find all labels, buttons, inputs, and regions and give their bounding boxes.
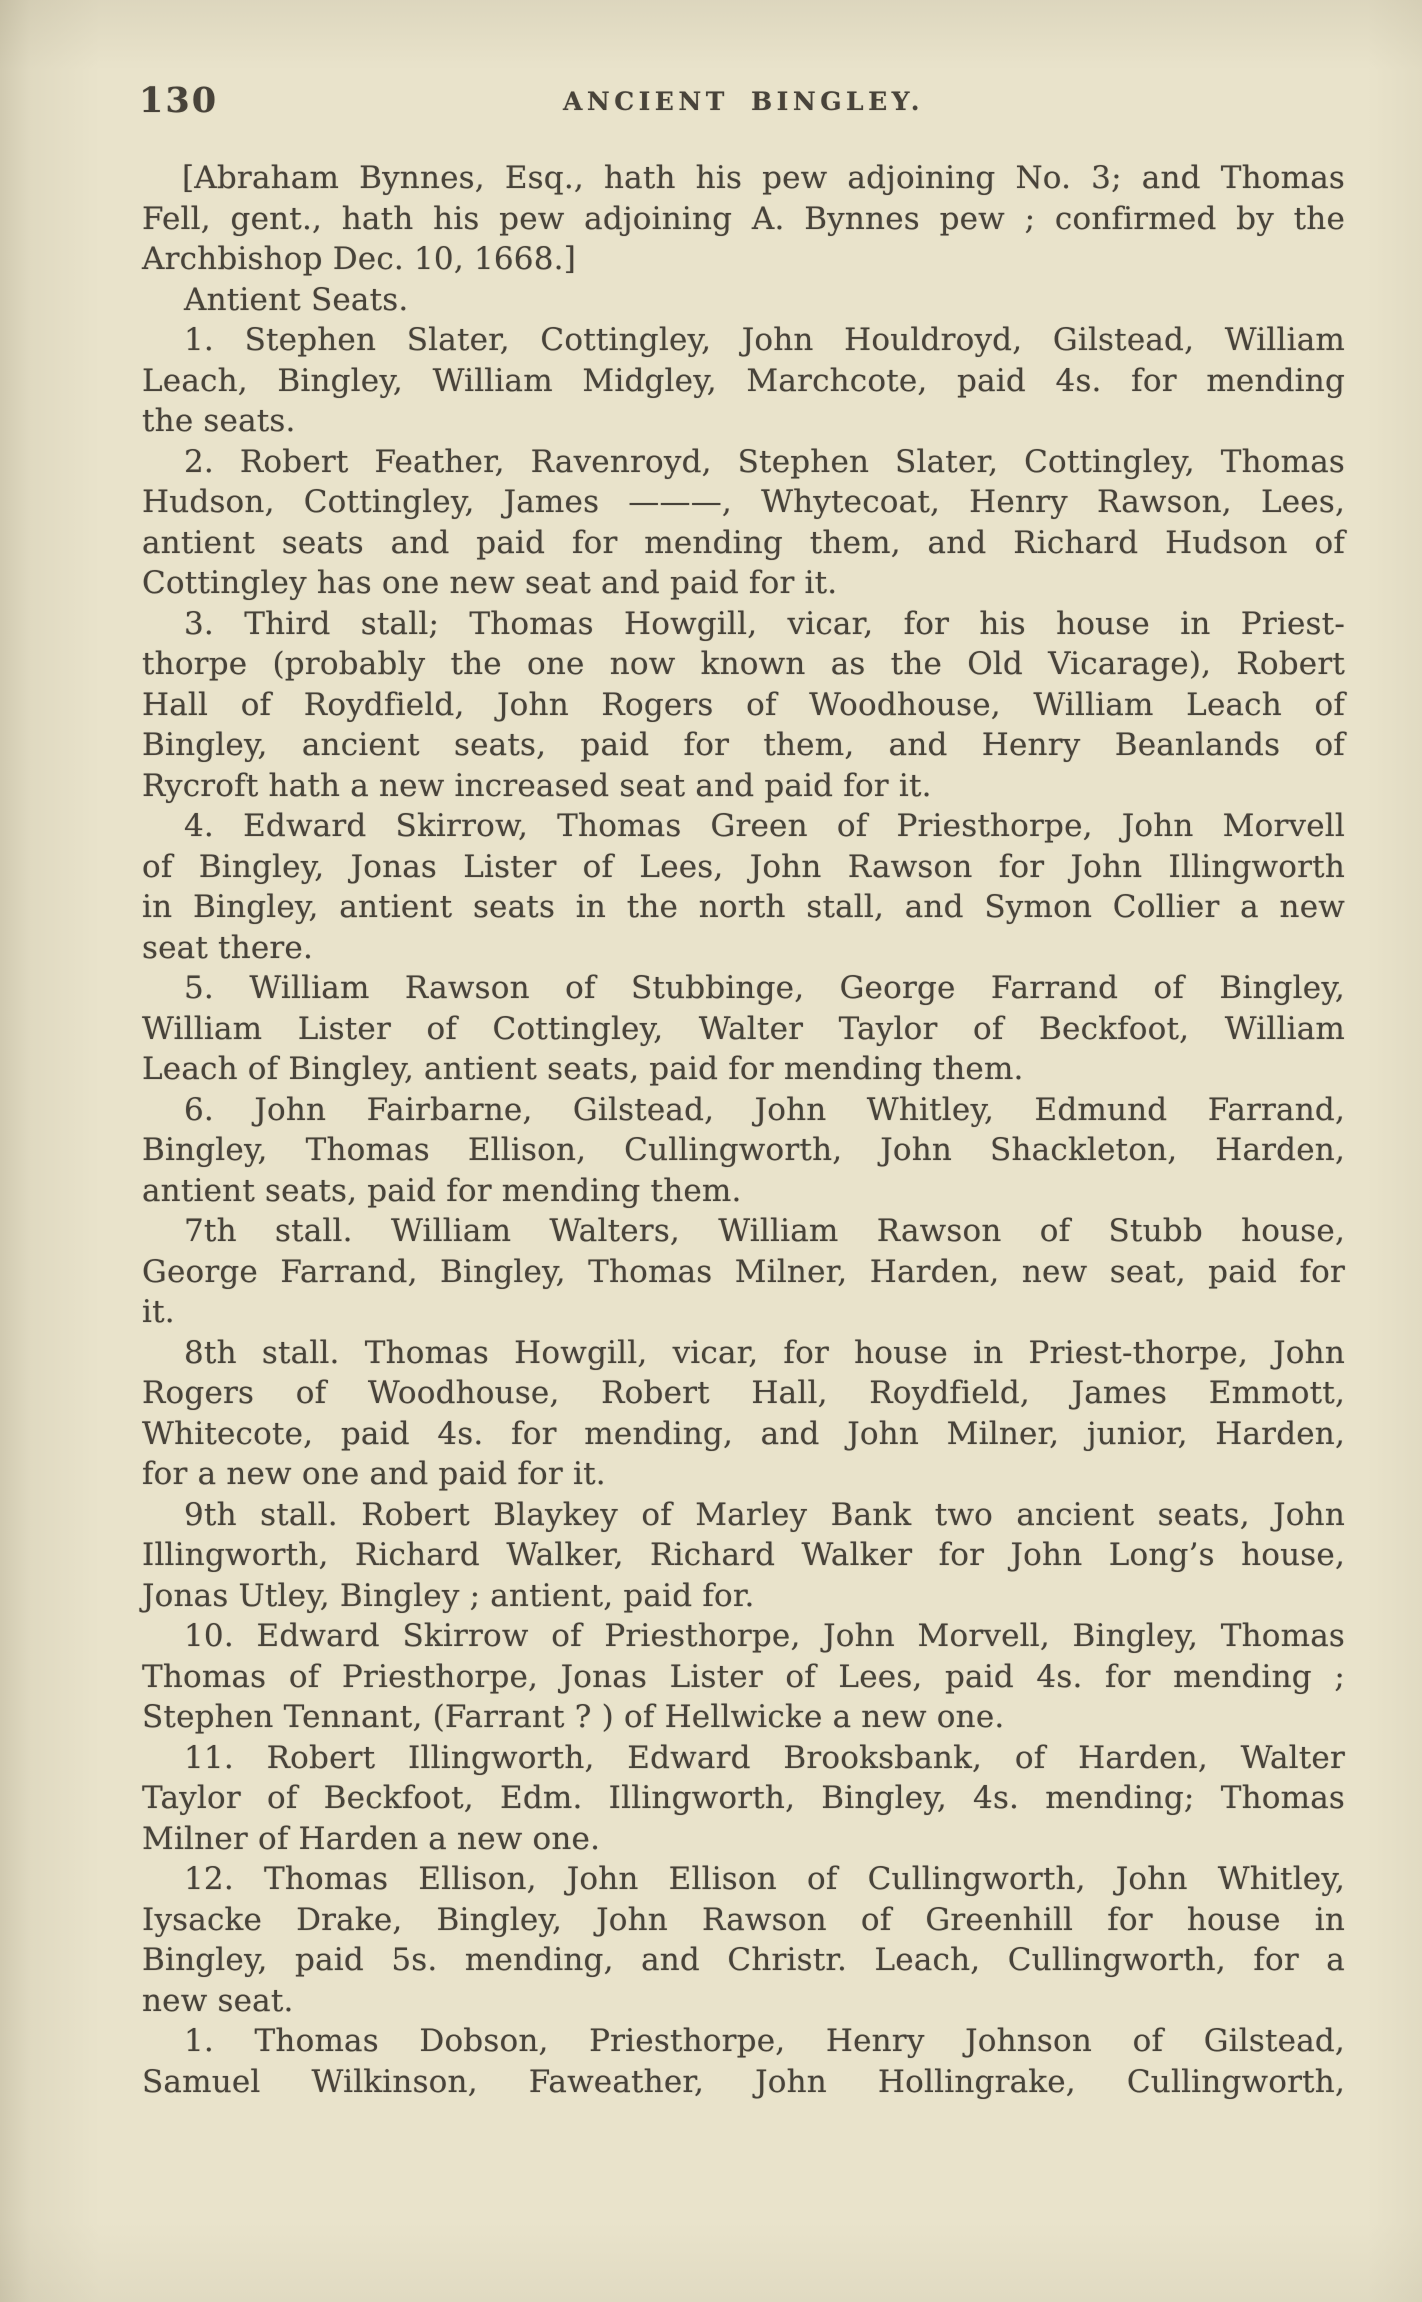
text-line: Bingley, Thomas Ellison, Cullingworth, John Shackleton, Harden, xyxy=(142,1132,1345,1168)
text-line: Archbishop Dec. 10, 1668.] xyxy=(142,241,576,277)
text-line: Bingley, paid 5s. mending, and Christr. Leach, Cullingworth, for a xyxy=(142,1942,1345,1978)
text-line: the seats. xyxy=(142,403,296,439)
text-line: 9th stall. Robert Blaykey of Marley Bank two ancient seats, John xyxy=(184,1496,1345,1533)
text-line: Stephen Tennant, (Farrant ? ) of Hellwicke a new one. xyxy=(142,1699,1005,1735)
text-line: thorpe (probably the one now known as the Old Vicarage), Robert xyxy=(142,646,1345,682)
text-block xyxy=(142,158,1345,2102)
text-line: Fell, gent., hath his pew adjoining A. Bynnes pew ; confirmed by the xyxy=(142,200,1345,237)
text-line: Bingley, ancient seats, paid for them, and Henry Beanlands of xyxy=(142,727,1345,763)
text-line: Taylor of Beckfoot, Edm. Illingworth, Bingley, 4s. mending; Thomas xyxy=(142,1780,1345,1816)
text-line: Samuel Wilkinson, Faweather, John Hollingrake, Cullingworth, xyxy=(142,2063,1345,2100)
text-line: William Lister of Cottingley, Walter Taylor of Beckfoot, William xyxy=(142,1010,1345,1047)
text-line: antient seats and paid for mending them, and Richard Hudson of xyxy=(142,524,1345,561)
text-line: Rycroft hath a new increased seat and paid for it. xyxy=(142,767,932,804)
text-line: Hall of Roydfield, John Rogers of Woodhouse, William Leach of xyxy=(142,686,1345,723)
text-line: seat there. xyxy=(142,929,314,966)
text-line: new seat. xyxy=(142,1982,294,2019)
text-line: Leach of Bingley, antient seats, paid for mending them. xyxy=(142,1051,1024,1087)
text-line: in Bingley, antient seats in the north stall, and Symon Collier a new xyxy=(142,889,1345,925)
text-line: George Farrand, Bingley, Thomas Milner, Harden, new seat, paid for xyxy=(142,1253,1345,1290)
text-line: 6. John Fairbarne, Gilstead, John Whitley, Edmund Farrand, xyxy=(184,1091,1345,1128)
text-line: 3. Third stall; Thomas Howgill, vicar, for his house in Priest- xyxy=(184,605,1345,642)
text-line: 5. William Rawson of Stubbinge, George Farrand of Bingley, xyxy=(184,970,1345,1006)
text-line: Rogers of Woodhouse, Robert Hall, Roydfield, James Emmott, xyxy=(142,1375,1345,1411)
text-line: Thomas of Priesthorpe, Jonas Lister of Lees, paid 4s. for mending ; xyxy=(142,1658,1345,1695)
page-number: 130 xyxy=(139,80,219,121)
text-line: 12. Thomas Ellison, John Ellison of Cullingworth, John Whitley, xyxy=(184,1861,1345,1897)
text-line: of Bingley, Jonas Lister of Lees, John Rawson for John Illingworth xyxy=(142,848,1345,885)
text-line: 1. Thomas Dobson, Priesthorpe, Henry Johnson of Gilstead, xyxy=(184,2023,1345,2059)
text-line: Illingworth, Richard Walker, Richard Walker for John Long’s house, xyxy=(142,1537,1345,1573)
text-line: for a new one and paid for it. xyxy=(142,1456,606,1492)
text-line: Whitecote, paid 4s. for mending, and John Milner, junior, Harden, xyxy=(142,1415,1345,1452)
text-line: Cottingley has one new seat and paid for it. xyxy=(142,565,838,601)
text-line: 11. Robert Illingworth, Edward Brooksbank, of Harden, Walter xyxy=(184,1739,1345,1776)
text-line: Leach, Bingley, William Midgley, Marchcote, paid 4s. for mending xyxy=(142,362,1345,399)
text-line: Milner of Harden a new one. xyxy=(142,1820,601,1857)
text-line: [Abraham Bynnes, Esq., hath his pew adjoining No. 3; and Thomas xyxy=(182,160,1345,196)
text-line: antient seats, paid for mending them. xyxy=(142,1172,742,1209)
text-line: 2. Robert Feather, Ravenroyd, Stephen Slater, Cottingley, Thomas xyxy=(184,443,1345,480)
text-line: 4. Edward Skirrow, Thomas Green of Priesthorpe, John Morvell xyxy=(184,808,1345,844)
text-line: 10. Edward Skirrow of Priesthorpe, John Morvell, Bingley, Thomas xyxy=(184,1618,1345,1654)
running-header: ANCIENT BINGLEY. xyxy=(562,87,925,116)
text-line: 7th stall. William Walters, William Rawson of Stubb house, xyxy=(184,1213,1345,1249)
text-line: 8th stall. Thomas Howgill, vicar, for house in Priest-thorpe, John xyxy=(184,1334,1345,1371)
text-line: Iysacke Drake, Bingley, John Rawson of Greenhill for house in xyxy=(142,1901,1345,1938)
text-line: Jonas Utley, Bingley ; antient, paid for. xyxy=(142,1577,755,1614)
text-line: it. xyxy=(142,1294,175,1330)
text-line: 1. Stephen Slater, Cottingley, John Houldroyd, Gilstead, William xyxy=(184,322,1345,358)
text-line: Antient Seats. xyxy=(184,281,409,318)
text-line: Hudson, Cottingley, James ———, Whytecoat, Henry Rawson, Lees, xyxy=(142,484,1345,520)
